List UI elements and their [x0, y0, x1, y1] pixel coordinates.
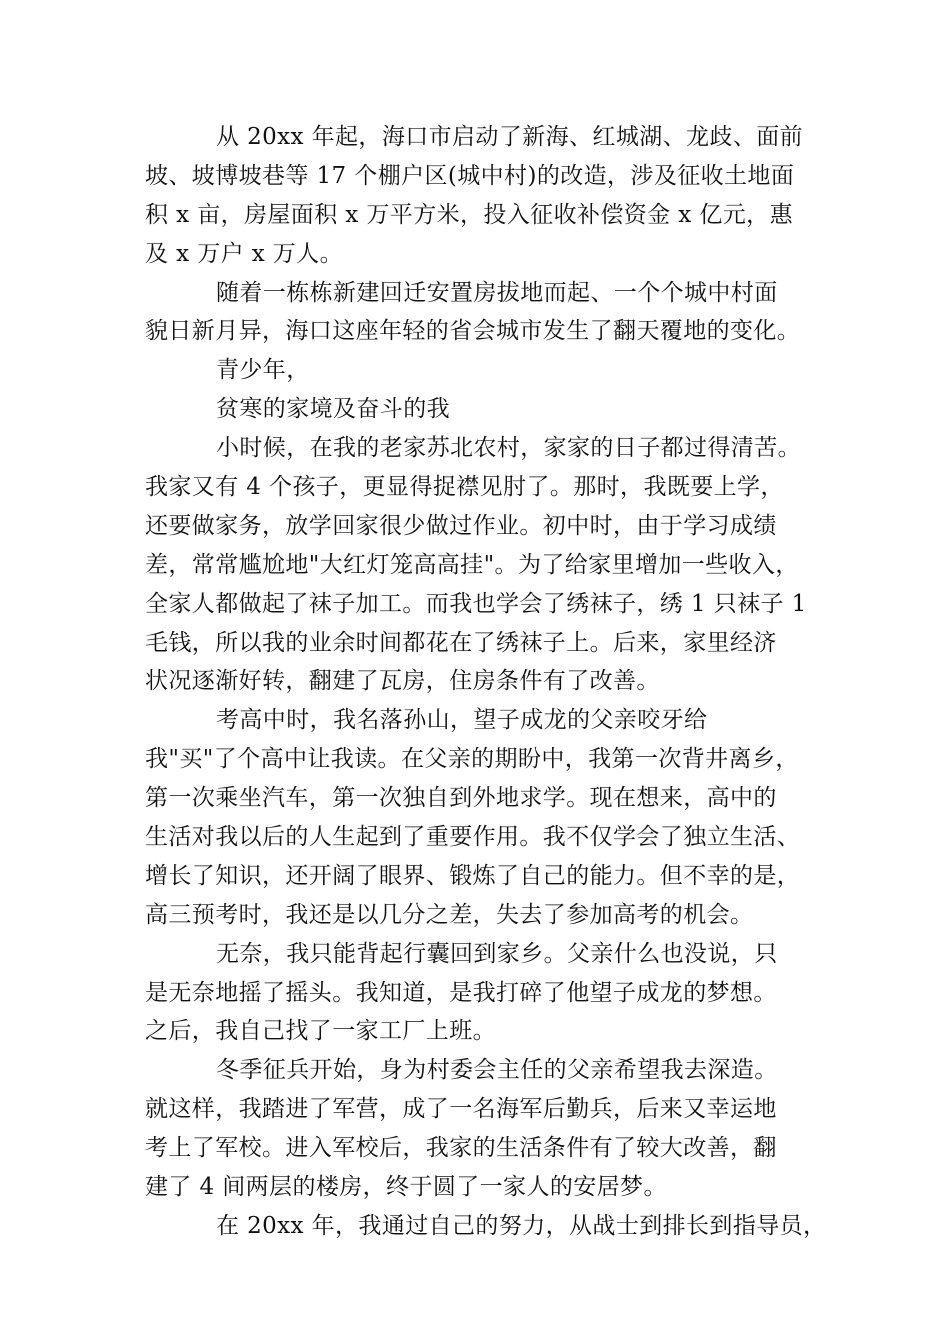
text-line: 考高中时，我名落孙山，望子成龙的父亲咬牙给	[216, 707, 708, 734]
text-line: 积 x 亩，房屋面积 x 万平方米，投入征收补偿资金 x 亿元，惠	[145, 201, 793, 228]
text-line: 是无奈地摇了摇头。我知道，是我打碎了他望子成龙的梦想。	[145, 979, 777, 1006]
text-line: 从 20xx 年起，海口市启动了新海、红城湖、龙歧、面前	[216, 124, 804, 150]
document-body	[145, 118, 827, 1246]
text-line: 毛钱，所以我的业余时间都花在了绣袜子上。后来，家里经济	[145, 629, 777, 656]
text-line: 全家人都做起了袜子加工。而我也学会了绣袜子，绣 1 只袜子 1	[145, 590, 807, 617]
text-line: 状况逐渐好转，翻建了瓦房，住房条件有了改善。	[145, 668, 660, 695]
text-line: 坡、坡博坡巷等 17 个棚户区(城中村)的改造，涉及征收土地面	[145, 162, 795, 189]
text-line: 之后，我自己找了一家工厂上班。	[145, 1018, 496, 1045]
text-line: 生活对我以后的人生起到了重要作用。我不仅学会了独立生活、	[145, 824, 801, 851]
text-line: 高三预考时，我还是以几分之差，失去了参加高考的机会。	[145, 901, 754, 928]
text-line: 就这样，我踏进了军营，成了一名海军后勤兵，后来又幸运地	[145, 1096, 777, 1123]
text-line: 貌日新月异，海口这座年轻的省会城市发生了翻天覆地的变化。	[145, 318, 801, 345]
text-line: 随着一栋栋新建回迁安置房拔地而起、一个个城中村面	[216, 279, 778, 306]
text-line: 差，常常尴尬地"大红灯笼高高挂"。为了给家里增加一些收入，	[145, 551, 799, 578]
text-line: 及 x 万户 x 万人。	[145, 240, 343, 267]
text-line: 还要做家务，放学回家很少做过作业。初中时，由于学习成绩	[145, 512, 777, 539]
text-line: 青少年，	[216, 357, 310, 384]
text-line: 增长了知识，还开阔了眼界、锻炼了自己的能力。但不幸的是，	[145, 862, 801, 889]
text-line: 我家又有 4 个孩子，更显得捉襟见肘了。那时，我既要上学，	[145, 474, 784, 501]
text-line: 建了 4 间两层的楼房，终于圆了一家人的安居梦。	[145, 1174, 667, 1201]
text-line: 考上了军校。进入军校后，我家的生活条件有了较大改善，翻	[145, 1135, 777, 1162]
text-line: 在 20xx 年，我通过自己的努力，从战士到排长到指导员，	[216, 1212, 827, 1239]
text-line: 第一次乘坐汽车，第一次独自到外地求学。现在想来，高中的	[145, 785, 777, 812]
text-line: 小时候，在我的老家苏北农村，家家的日子都过得清苦。	[216, 435, 801, 462]
text-line: 无奈，我只能背起行囊回到家乡。父亲什么也没说，只	[216, 940, 778, 967]
text-line: 我"买"了个高中让我读。在父亲的期盼中，我第一次背井离乡，	[145, 746, 799, 773]
text-line: 冬季征兵开始，身为村委会主任的父亲希望我去深造。	[216, 1057, 778, 1084]
section-heading: 贫寒的家境及奋斗的我	[216, 396, 450, 423]
